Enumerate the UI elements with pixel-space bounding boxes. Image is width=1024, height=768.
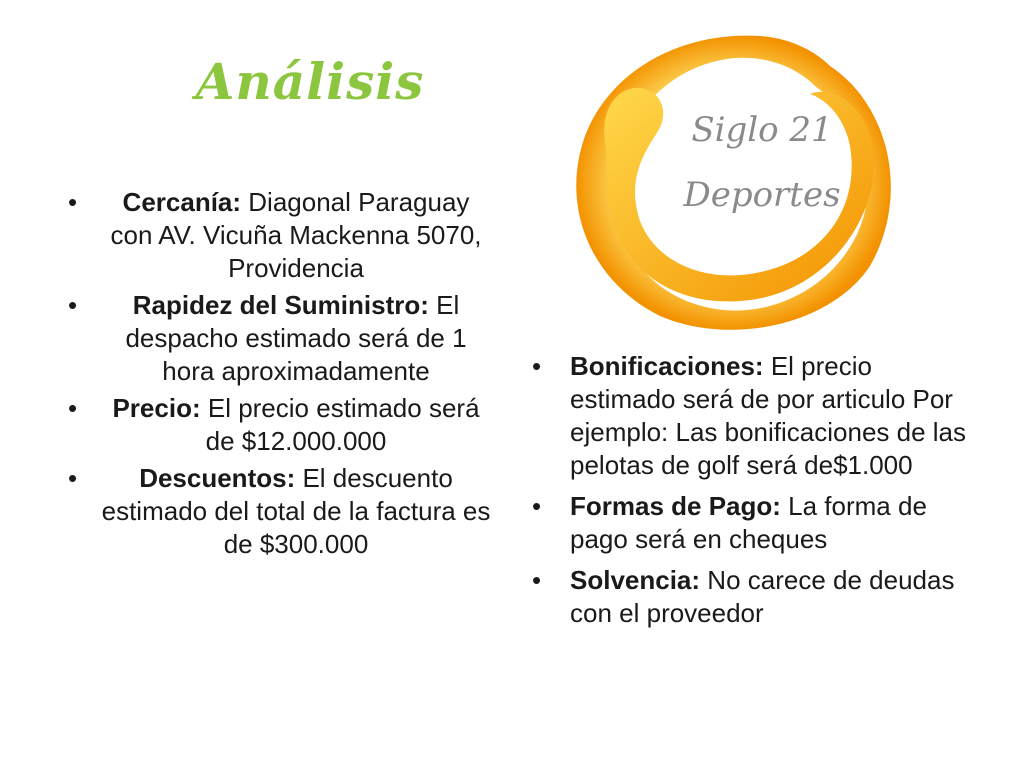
slide-title: Análisis	[195, 52, 425, 111]
item-label: Descuentos:	[139, 463, 296, 493]
list-item-rapidez	[58, 289, 508, 388]
item-label: Cercanía:	[122, 187, 242, 217]
list-item-bonificaciones	[528, 350, 978, 482]
list-item-solvencia	[528, 564, 978, 630]
item-text: El descuento estimado del total de la factura es de $300.000	[101, 463, 491, 559]
item-label: Solvencia:	[570, 565, 701, 595]
list-item-precio	[58, 392, 508, 458]
item-text: El despacho estimado será de 1 hora aproximadamente	[125, 290, 467, 386]
item-label: Precio:	[112, 393, 201, 423]
siglo21-deportes-logo	[530, 26, 922, 344]
item-text: El precio estimado será de $12.000.000	[200, 393, 480, 456]
item-label: Rapidez del Suministro:	[132, 290, 429, 320]
logo-text-line1: Siglo 21	[691, 110, 833, 150]
logo-text-line2: Deportes	[683, 175, 841, 215]
item-text: El precio estimado será de por articulo Por ejemplo: Las bonificaciones de las pelotas de golf será de$1.000	[570, 351, 967, 480]
left-bullet-list	[58, 186, 508, 565]
item-label: Bonificaciones:	[570, 351, 764, 381]
item-label: Formas de Pago:	[570, 491, 781, 521]
right-bullet-list	[528, 350, 978, 638]
list-item-descuentos	[58, 462, 508, 561]
item-text: No carece de deudas con el proveedor	[570, 565, 955, 628]
item-text: La forma de pago será en cheques	[570, 491, 927, 554]
list-item-cercania	[58, 186, 508, 285]
list-item-formas-de-pago	[528, 490, 978, 556]
item-text: Diagonal Paraguay con AV. Vicuña Mackenna 5070, Providencia	[110, 187, 482, 283]
